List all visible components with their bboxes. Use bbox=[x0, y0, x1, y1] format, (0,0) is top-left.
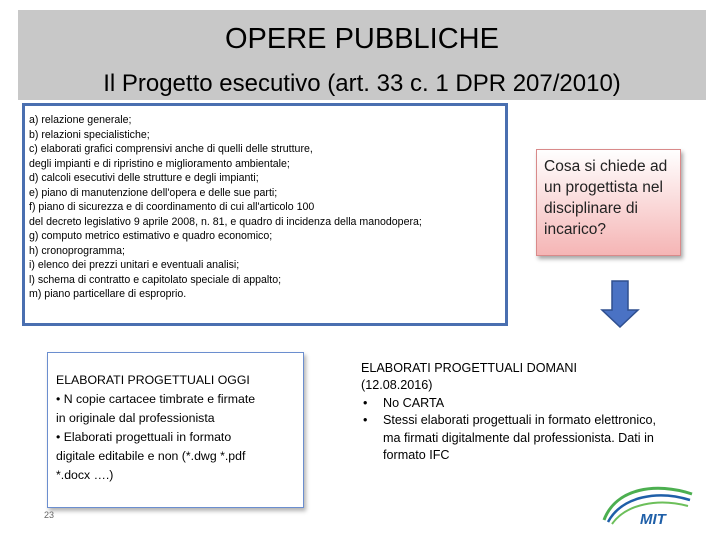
today-title: ELABORATI PROGETTUALI OGGI bbox=[56, 373, 250, 387]
list-item: d) calcoli esecutivi delle strutture e degli impianti; bbox=[29, 172, 259, 184]
list-item: g) computo metrico estimativo e quadro economico; bbox=[29, 230, 273, 242]
svg-text:MIT: MIT bbox=[640, 511, 666, 528]
list-item: a) relazione generale; bbox=[29, 114, 132, 126]
list-item: m) piano particellare di esproprio. bbox=[29, 288, 187, 300]
deliverables-list bbox=[29, 113, 505, 302]
today-line: digitale editabile e non (*.dwg *.pdf bbox=[56, 449, 246, 463]
list-item bbox=[361, 395, 661, 412]
list-item: h) cronoprogramma; bbox=[29, 244, 125, 257]
tomorrow-title: ELABORATI PROGETTUALI DOMANI bbox=[361, 361, 577, 375]
list-item: f) piano di sicurezza e di coordinamento di cui all'articolo 100 bbox=[29, 201, 315, 213]
deliverables-list-box bbox=[22, 103, 508, 326]
list-item: c) elaborati grafici comprensivi anche di quelli delle strutture, bbox=[29, 143, 313, 155]
tomorrow-bullet-text: No CARTA bbox=[383, 395, 445, 410]
arrow-down-icon bbox=[600, 280, 640, 328]
tomorrow-date: (12.08.2016) bbox=[361, 378, 433, 393]
today-line: • Elaborati progettuali in formato bbox=[56, 430, 232, 444]
today-line: *.docx ….) bbox=[56, 468, 114, 482]
list-item: degli impianti e di ripristino e miglioramento ambientale; bbox=[29, 157, 290, 170]
question-callout: Cosa si chiede ad un progettista nel disciplinare di incarico? bbox=[536, 149, 681, 256]
mit-logo bbox=[596, 480, 700, 530]
tomorrow-bullet-text: Stessi elaborati progettuali in formato elettronico, ma firmati digitalmente dal professionista. Dati in formato IFC bbox=[383, 413, 657, 463]
list-item bbox=[361, 412, 661, 464]
list-item: del decreto legislativo 9 aprile 2008, n. 81, e quadro di incidenza della manodopera; bbox=[29, 215, 422, 228]
slide-subtitle: Il Progetto esecutivo (art. 33 c. 1 DPR 207/2010) bbox=[103, 70, 621, 97]
tomorrow-deliverables bbox=[361, 360, 661, 464]
slide-header bbox=[18, 10, 706, 100]
list-item: e) piano di manutenzione dell'opera e delle sue parti; bbox=[29, 186, 278, 199]
slide-title: OPERE PUBBLICHE bbox=[225, 23, 499, 55]
list-item: b) relazioni specialistiche; bbox=[29, 128, 150, 141]
list-item: l) schema di contratto e capitolato speciale di appalto; bbox=[29, 273, 282, 286]
today-line: in originale dal professionista bbox=[56, 411, 215, 425]
list-item: i) elenco dei prezzi unitari e eventuali analisi; bbox=[29, 259, 240, 271]
bullet-icon: • bbox=[363, 395, 368, 410]
page-number: 23 bbox=[44, 510, 55, 520]
today-deliverables-box bbox=[47, 352, 304, 508]
bullet-icon: • bbox=[363, 413, 368, 428]
today-line: • N copie cartacee timbrate e firmate bbox=[56, 392, 256, 406]
